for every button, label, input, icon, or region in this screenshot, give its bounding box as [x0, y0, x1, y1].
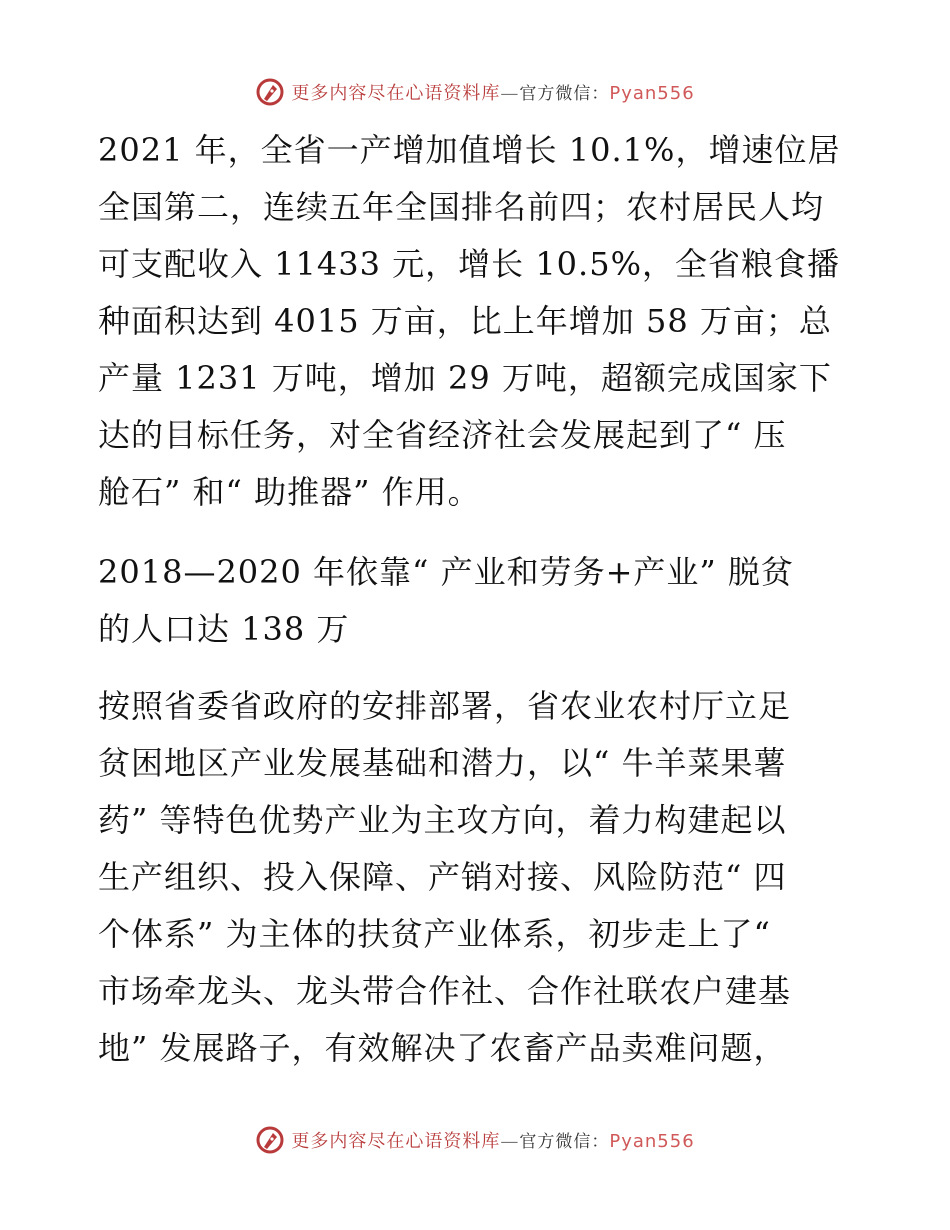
- pen-nib-logo-icon: [255, 77, 285, 107]
- text-line: 达的目标任务，对全省经济社会发展起到了“ 压: [98, 416, 787, 454]
- text-line: 贫困地区产业发展基础和潜力，以“ 牛羊菜果薯: [98, 744, 787, 782]
- text-line: 按照省委省政府的安排部署，省农业农村厅立足: [98, 687, 792, 725]
- text-line: 药” 等特色优势产业为主攻方向，着力构建起以: [98, 801, 787, 839]
- watermark-site-text: 更多内容尽在心语资料库: [291, 1131, 501, 1152]
- watermark-wechat-handle: Pyan556: [609, 83, 695, 104]
- watermark-separator: —: [500, 83, 520, 104]
- text-line: 生产组织、投入保障、产销对接、风险防范“ 四: [98, 858, 787, 896]
- watermark-text: [291, 79, 694, 105]
- watermark-wechat-handle: Pyan556: [609, 1131, 695, 1152]
- watermark-wechat-label: 官方微信：: [519, 84, 610, 104]
- pen-nib-logo-icon: [255, 1125, 285, 1155]
- text-line: 2018—2020 年依靠“ 产业和劳务+产业” 脱贫: [98, 553, 794, 591]
- bottom-watermark-banner: [0, 1120, 950, 1160]
- text-line: 个体系” 为主体的扶贫产业体系，初步走上了“: [98, 915, 771, 953]
- watermark-site-text: 更多内容尽在心语资料库: [291, 83, 501, 104]
- watermark-text: [291, 1127, 694, 1153]
- text-line: 产量 1231 万吨，增加 29 万吨，超额完成国家下: [98, 359, 832, 397]
- text-line: 可支配收入 11433 元，增长 10.5%，全省粮食播: [98, 245, 840, 283]
- top-watermark-banner: [0, 72, 950, 112]
- text-line: 的人口达 138 万: [98, 610, 350, 648]
- text-line: 种面积达到 4015 万亩，比上年增加 58 万亩；总: [98, 302, 832, 340]
- text-line: 舱石” 和“ 助推器” 作用。: [98, 473, 481, 511]
- watermark-wechat-label: 官方微信：: [519, 1132, 610, 1152]
- watermark-separator: —: [500, 1131, 520, 1152]
- text-line: 全国第二，连续五年全国排名前四；农村居民人均: [98, 188, 825, 226]
- text-line: 2021 年，全省一产增加值增长 10.1%，增速位居: [98, 131, 841, 169]
- text-line: 地” 发展路子，有效解决了农畜产品卖难问题，: [98, 1029, 787, 1067]
- text-line: 市场牵龙头、龙头带合作社、合作社联农户建基: [98, 972, 792, 1010]
